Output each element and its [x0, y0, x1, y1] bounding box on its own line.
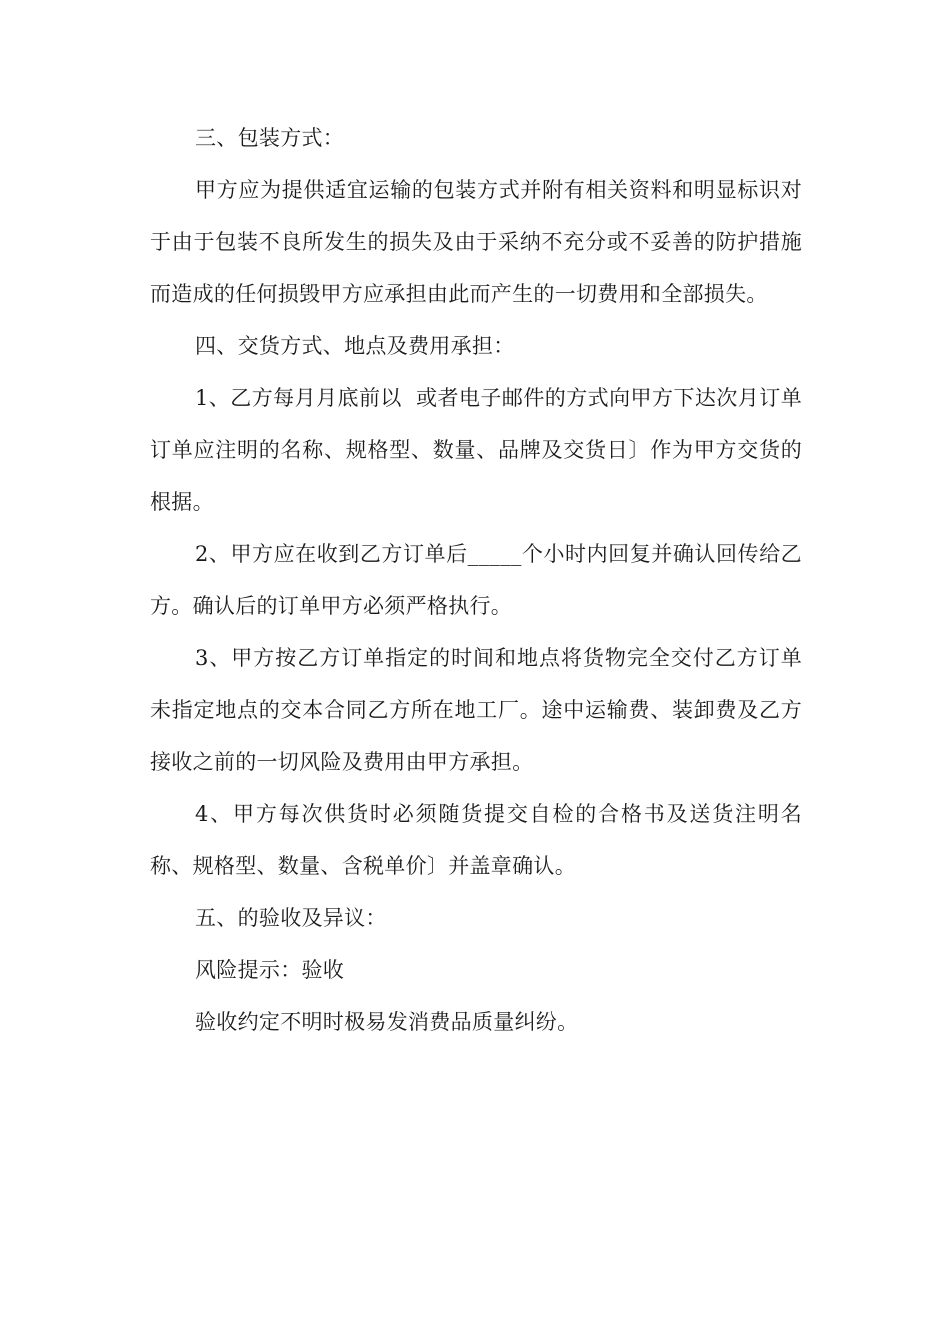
section-heading-delivery: 四、交货方式、地点及费用承担： [195, 334, 515, 358]
risk-notice-label: 风险提示：验收 [195, 958, 345, 982]
paragraph-delivery-item-3: 3、甲方按乙方订单指定的时间和地点将货物完全交付乙方订单未指定地点的交本合同乙方所在地工厂。途中运输费、装卸费及乙方接收之前的一切风险及费用由甲方承担。 [150, 646, 802, 774]
document-body [150, 112, 802, 1048]
paragraph-delivery-item-1: 1、乙方每月月底前以 或者电子邮件的方式向甲方下达次月订单订单应注明的名称、规格型、数量、品牌及交货日〕作为甲方交货的根据。 [150, 386, 802, 514]
paragraph-delivery-item-4: 4、甲方每次供货时必须随货提交自检的合格书及送货注明名称、规格型、数量、含税单价〕并盖章确认。 [150, 802, 802, 878]
paragraph-delivery-item-2: 2、甲方应在收到乙方订单后_____个小时内回复并确认回传给乙方。确认后的订单甲方必须严格执行。 [150, 542, 802, 618]
section-heading-packaging: 三、包装方式： [195, 126, 345, 150]
risk-notice-text: 验收约定不明时极易发消费品质量纠纷。 [195, 1010, 579, 1034]
paragraph-packaging-terms: 甲方应为提供适宜运输的包装方式并附有相关资料和明显标识对于由于包装不良所发生的损失及由于采纳不充分或不妥善的防护措施而造成的任何损毁甲方应承担由此而产生的一切费用和全部损失。 [150, 178, 802, 306]
section-heading-inspection: 五、的验收及异议： [195, 906, 387, 930]
